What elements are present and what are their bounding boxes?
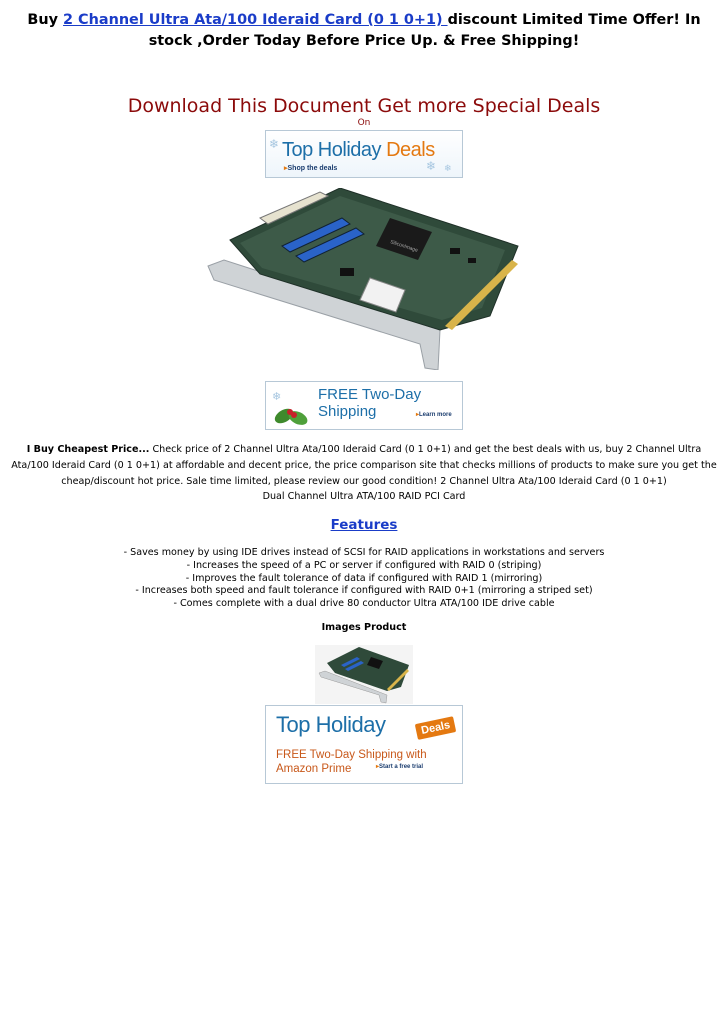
svg-text:❄: ❄ — [272, 390, 282, 403]
features-heading[interactable]: Features — [330, 517, 398, 533]
learn-more-link[interactable]: ▸Learn more — [416, 412, 452, 418]
product-thumbnail[interactable] — [315, 645, 413, 704]
deals-tag: Deals — [415, 716, 457, 740]
product-image — [200, 188, 530, 370]
download-on-label: On — [357, 118, 371, 128]
feature-item: - Saves money by using IDE drives instead of SCSI for RAID applications in workstations and servers — [123, 547, 605, 558]
feature-item: - Improves the fault tolerance of data if configured with RAID 1 (mirroring) — [185, 572, 543, 584]
snowflake-icon: ❄ — [426, 159, 437, 173]
holiday-deals-banner[interactable]: ❄ ❄ ❄ Top Holiday Deals ▸Shop the deals — [265, 130, 463, 178]
feature-item: - Increases both speed and fault tolerance if configured with RAID 0+1 (mirroring a striped set) — [135, 585, 593, 597]
prime-deals-banner[interactable]: Top Holiday Deals FREE Two-Day Shipping with Amazon Prime ▸Start a free trial — [265, 705, 463, 784]
svg-text:SiliconImage: SiliconImage — [389, 239, 419, 254]
description-paragraph: I Buy Cheapest Price... Check price of 2 Channel Ultra Ata/100 Ideraid Card (0 1 0+1) and get the best deals with us, buy 2 Channel Ultra Ata/100 Ideraid Card (0 1 0+1) at affordable and decent price, the price comparison site that checks millions of products to make sure you get the cheap/discount hot price. Sale time limited, please review our good condition! 2 Channel Ultra Ata/100 Ideraid Card (0 1 0+1) — [11, 444, 717, 487]
features-list — [0, 547, 728, 611]
snowflake-icon: ❄ — [269, 137, 280, 151]
feature-item: - Comes complete with a dual drive 80 conductor Ultra ATA/100 IDE drive cable — [173, 598, 555, 610]
page-title: Buy 2 Channel Ultra Ata/100 Ideraid Card (0 1 0+1) discount Limited Time Offer! In stock ,Order Today Before Price Up. & Free Shipping! — [27, 12, 701, 49]
download-link[interactable]: Download This Document Get more Special Deals — [127, 95, 601, 117]
free-trial-link[interactable]: ▸Start a free trial — [376, 764, 424, 770]
holly-icon — [270, 388, 310, 428]
product-link[interactable]: 2 Channel Ultra Ata/100 Ideraid Card (0 1 0+1) — [63, 12, 448, 28]
images-product-heading: Images Product — [321, 622, 407, 633]
arrow-icon: ▸ — [284, 165, 288, 172]
free-shipping-banner[interactable]: ❄ FREE Two-Day Shipping ▸Learn more — [265, 381, 463, 430]
arrow-icon: ▸ — [416, 412, 420, 418]
feature-item: - Increases the speed of a PC or server if configured with RAID 0 (striping) — [186, 559, 542, 571]
arrow-icon: ▸ — [376, 764, 380, 770]
snowflake-icon: ❄ — [444, 164, 452, 174]
product-subtitle: Dual Channel Ultra ATA/100 RAID PCI Card — [262, 491, 466, 502]
shop-deals-link[interactable]: ▸Shop the deals — [284, 165, 338, 172]
